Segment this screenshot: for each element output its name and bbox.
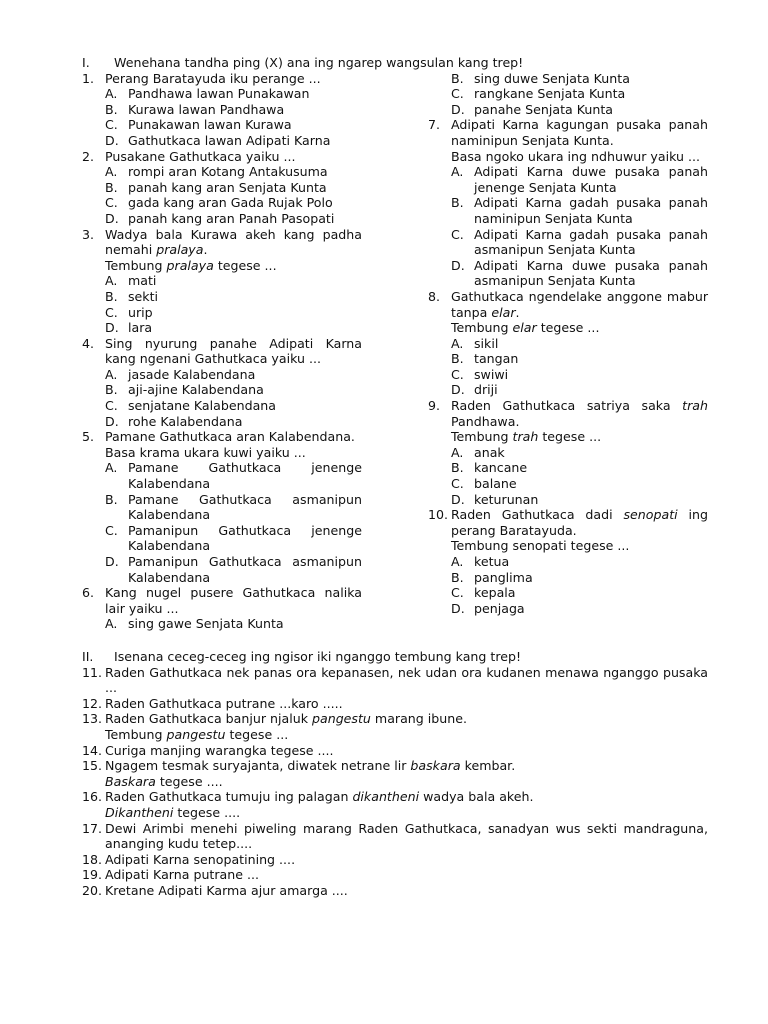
option-letter: D. [451, 257, 465, 273]
question-line [451, 538, 708, 554]
question-9 [428, 398, 708, 507]
option-text: swiwi [474, 366, 509, 382]
option-letter: B. [105, 491, 118, 507]
text-run: Pamane Gathutkaca aran Kalabendana. [105, 429, 355, 445]
fill-in-item-19 [82, 867, 708, 883]
option-text: ketua [474, 554, 510, 569]
question-line [451, 117, 708, 148]
question-number: 9. [428, 398, 441, 414]
option-letter: A. [451, 444, 464, 460]
question-text [105, 336, 362, 367]
answer-option [451, 554, 708, 570]
question-line [105, 585, 362, 616]
question-line [105, 336, 362, 367]
option-letter: B. [451, 351, 464, 367]
question-text [105, 227, 362, 274]
option-text: Pamanipun Gathutkaca jenenge Kalabendana [128, 522, 362, 554]
option-letter: C. [451, 366, 464, 382]
option-letter: C. [451, 585, 464, 601]
question-text [451, 398, 708, 445]
option-text: rohe Kalabendana [128, 413, 243, 429]
text-run: Adipati Karna kagungan pusaka panah naminipun Senjata Kunta. [451, 117, 708, 148]
text-run: Kang nugel pusere Gathutkaca nalika lair yaiku ... [105, 585, 362, 616]
text-run: Tembung senopati tegese ... [451, 538, 630, 554]
answer-option [451, 195, 708, 226]
item-number: 13. [82, 711, 103, 727]
fill-in-item-12 [82, 696, 708, 712]
option-letter: B. [105, 288, 118, 304]
question-line [451, 320, 708, 336]
left-column [82, 71, 362, 632]
answer-option [451, 351, 708, 367]
option-letter: B. [105, 179, 118, 195]
section-2-instruction: Isenana ceceg-ceceg ing ngisor iki nganggo tembung kang trep! [114, 648, 522, 664]
italic-term: elar [491, 304, 516, 320]
question-number: 3. [82, 226, 95, 242]
answer-option [451, 460, 708, 476]
option-letter: A. [105, 273, 118, 289]
answer-option [451, 336, 708, 352]
option-letter: C. [451, 86, 464, 102]
option-letter: C. [105, 304, 118, 320]
option-letter: B. [105, 101, 118, 117]
text-run: . [203, 242, 208, 258]
text-run: Basa ngoko ukara ing ndhuwur yaiku ... [451, 148, 700, 164]
text-run: tegese ... [213, 257, 277, 273]
option-letter: D. [105, 210, 119, 226]
text-run: tegese ... [536, 320, 600, 336]
question-line [105, 227, 362, 258]
answer-option [451, 258, 708, 289]
answer-option [105, 492, 362, 523]
option-text: urip [128, 304, 153, 320]
italic-term: pralaya [166, 257, 214, 273]
answer-option [105, 523, 362, 554]
text-run: Raden Gathutkaca dadi [451, 507, 624, 523]
text-run: tegese ... [225, 726, 289, 742]
option-text: aji-ajine Kalabendana [128, 382, 264, 398]
section-1-instruction: Wenehana tandha ping (X) ana ing ngarep wangsulan kang trep! [114, 55, 524, 70]
text-run: Gathutkaca ngendelake anggone mabur tanpa [451, 288, 708, 320]
text-run: Curiga manjing warangka tegese .... [105, 742, 334, 758]
option-letter: D. [451, 600, 465, 616]
option-text: Gathutkaca lawan Adipati Karna [128, 132, 331, 148]
item-number: 20. [82, 882, 103, 898]
right-column [428, 71, 708, 632]
question-number: 10. [428, 507, 449, 523]
option-text: tangan [474, 351, 519, 367]
question-number: 4. [82, 335, 95, 351]
item-line [105, 789, 708, 805]
answer-option [451, 585, 708, 601]
answer-option [105, 211, 362, 227]
option-text: Adipati Karna gadah pusaka panah asmanipun Senjata Kunta [474, 226, 708, 258]
option-letter: D. [451, 382, 465, 398]
option-letter: D. [451, 101, 465, 117]
italic-term: trah [512, 429, 539, 445]
text-run: Wadya bala Kurawa akeh kang padha nemahi [105, 226, 362, 258]
question-text [105, 71, 362, 87]
answer-option [451, 227, 708, 258]
option-letter: B. [451, 195, 464, 211]
worksheet [82, 55, 708, 898]
text-run: Kretane Adipati Karma ajur amarga .... [105, 882, 348, 898]
text-run: tegese .... [155, 773, 223, 789]
option-text: jasade Kalabendana [128, 366, 256, 382]
item-line [105, 711, 708, 727]
item-line [105, 758, 708, 774]
answer-option [451, 476, 708, 492]
fill-in-item-18 [82, 852, 708, 868]
question-4 [82, 336, 362, 430]
question-line [451, 149, 708, 165]
answer-option [105, 460, 362, 491]
fill-in-item-16 [82, 789, 708, 820]
question-8 [428, 289, 708, 398]
option-text: senjatane Kalabendana [128, 398, 277, 414]
option-text: rompi aran Kotang Antakusuma [128, 164, 328, 180]
answer-option [105, 164, 362, 180]
option-letter: A. [105, 616, 118, 632]
answer-option [451, 492, 708, 508]
question-text [451, 507, 708, 554]
answer-option [105, 133, 362, 149]
answer-option [451, 382, 708, 398]
section-2-heading [82, 649, 708, 665]
option-text: Kurawa lawan Pandhawa [128, 101, 285, 117]
option-text: sikil [474, 335, 499, 351]
answer-option [105, 289, 362, 305]
text-run: Raden Gathutkaca satriya saka [451, 398, 683, 414]
option-text: sekti [128, 288, 159, 304]
option-letter: A. [105, 86, 118, 102]
fill-in-item-20 [82, 883, 708, 899]
item-number: 19. [82, 867, 103, 883]
option-text: mati [128, 273, 157, 289]
section-1-heading [82, 55, 708, 71]
text-run: Pandhawa. [451, 413, 520, 429]
text-run: Raden Gathutkaca nek panas ora kepanasen, nek udan ora kudanen menawa nganggo pusaka ... [105, 664, 708, 696]
question-line [105, 149, 362, 165]
answer-option [105, 616, 362, 632]
question-line [105, 258, 362, 274]
fill-in-item-11 [82, 665, 708, 696]
option-text: Adipati Karna gadah pusaka panah naminipun Senjata Kunta [474, 195, 708, 226]
text-run: ing perang Baratayuda. [451, 507, 709, 538]
question-line [451, 507, 708, 538]
answer-option [451, 445, 708, 461]
text-run: tegese .... [173, 804, 241, 820]
option-text: Punakawan lawan Kurawa [128, 117, 292, 133]
question-6-continued [428, 71, 708, 118]
answer-option [105, 102, 362, 118]
item-number: 14. [82, 742, 103, 758]
text-run: . [515, 304, 520, 320]
text-run: Tembung [105, 726, 167, 742]
question-number: 6. [82, 585, 95, 601]
item-number: 17. [82, 820, 103, 836]
option-letter: B. [105, 382, 118, 398]
italic-term: Dikantheni [105, 804, 174, 820]
question-text [105, 585, 362, 616]
item-line [105, 696, 708, 712]
option-letter: B. [451, 460, 464, 476]
question-1 [82, 71, 362, 149]
item-line [105, 665, 708, 696]
text-run: Adipati Karna senopatining .... [105, 851, 296, 867]
section-2 [82, 649, 708, 899]
option-text: panahe Senjata Kunta [474, 101, 613, 117]
question-number: 7. [428, 117, 441, 133]
italic-term: elar [512, 320, 537, 336]
text-run: Tembung [451, 320, 513, 336]
option-letter: A. [451, 164, 464, 180]
option-text: panah kang aran Panah Pasopati [128, 210, 335, 226]
question-10 [428, 507, 708, 616]
option-letter: C. [451, 226, 464, 242]
option-text: balane [474, 476, 517, 492]
option-text: kepala [474, 585, 516, 601]
option-letter: D. [451, 491, 465, 507]
option-text: sing gawe Senjata Kunta [128, 616, 284, 632]
question-text [451, 117, 708, 164]
item-line [105, 805, 708, 821]
answer-option [105, 554, 362, 585]
answer-option [105, 195, 362, 211]
option-text: panglima [474, 569, 533, 585]
answer-option [451, 71, 708, 87]
option-letter: D. [105, 554, 119, 569]
answer-option [451, 570, 708, 586]
option-letter: C. [105, 398, 118, 414]
item-line [105, 852, 708, 868]
option-text: panah kang aran Senjata Kunta [128, 179, 327, 195]
italic-term: pralaya [156, 242, 204, 258]
answer-option [451, 86, 708, 102]
text-run: Raden Gathutkaca tumuju ing palagan [105, 789, 353, 805]
item-line [105, 821, 708, 852]
fill-in-item-17 [82, 821, 708, 852]
question-text [105, 429, 362, 460]
item-number: 11. [82, 664, 103, 680]
text-run: marang ibune. [370, 711, 467, 727]
question-line [451, 429, 708, 445]
italic-term: dikantheni [352, 789, 420, 805]
italic-term: pangestu [312, 711, 371, 727]
answer-option [451, 367, 708, 383]
question-6 [82, 585, 362, 632]
option-text: Adipati Karna duwe pusaka panah asmanipun Senjata Kunta [474, 257, 708, 289]
answer-option [105, 414, 362, 430]
section-2-numeral: II. [82, 648, 94, 664]
option-letter: A. [451, 335, 464, 351]
item-line [105, 883, 708, 899]
answer-option [105, 117, 362, 133]
option-text: penjaga [474, 600, 525, 616]
question-2 [82, 149, 362, 227]
text-run: Perang Baratayuda iku perange ... [105, 70, 321, 86]
question-number: 1. [82, 70, 95, 86]
option-text: Adipati Karna duwe pusaka panah jenenge Senjata Kunta [474, 164, 708, 195]
option-letter: C. [451, 476, 464, 492]
italic-term: baskara [410, 758, 461, 774]
option-letter: A. [105, 164, 118, 180]
answer-option [105, 398, 362, 414]
item-line [105, 867, 708, 883]
question-line [105, 445, 362, 461]
text-run: tegese ... [538, 429, 602, 445]
italic-term: senopati [623, 507, 678, 523]
text-run: Raden Gathutkaca banjur njaluk [105, 711, 312, 727]
option-letter: B. [451, 70, 464, 86]
option-letter: D. [105, 132, 119, 148]
section-2-items [82, 665, 708, 899]
text-run: Basa krama ukara kuwi yaiku ... [105, 444, 306, 460]
answer-option [105, 367, 362, 383]
option-letter: C. [105, 522, 118, 538]
option-text: keturunan [474, 491, 539, 507]
text-run: Dewi Arimbi menehi piweling marang Raden Gathutkaca, sanadyan wus sekti mandraguna, ananging kudu tetep.... [105, 820, 708, 852]
item-number: 12. [82, 695, 103, 711]
item-number: 18. [82, 851, 103, 867]
question-3 [82, 227, 362, 336]
question-text [105, 149, 362, 165]
section-1-columns [82, 71, 708, 632]
section-1-numeral: I. [82, 55, 90, 70]
option-letter: C. [105, 117, 118, 133]
text-run: kembar. [460, 758, 516, 774]
answer-option [451, 102, 708, 118]
option-letter: A. [105, 460, 118, 476]
answer-option [451, 164, 708, 195]
option-text: gada kang aran Gada Rujak Polo [128, 195, 333, 211]
question-number: 5. [82, 429, 95, 445]
text-run: Sing nyurung panahe Adipati Karna kang ngenani Gathutkaca yaiku ... [105, 335, 362, 367]
item-number: 15. [82, 758, 103, 774]
question-line [105, 71, 362, 87]
item-line [105, 774, 708, 790]
item-number: 16. [82, 789, 103, 805]
fill-in-item-13 [82, 711, 708, 742]
option-text: Pandhawa lawan Punakawan [128, 86, 310, 102]
question-number: 2. [82, 148, 95, 164]
option-text: Pamane Gathutkaca jenenge Kalabendana [128, 460, 362, 492]
question-line [105, 429, 362, 445]
text-run: Tembung [105, 257, 167, 273]
answer-option [105, 305, 362, 321]
text-run: Ngagem tesmak suryajanta, diwatek netrane lir [105, 758, 411, 774]
question-line [451, 289, 708, 320]
option-text: sing duwe Senjata Kunta [474, 70, 630, 86]
question-number: 8. [428, 288, 441, 304]
option-letter: B. [451, 569, 464, 585]
italic-term: pangestu [166, 726, 226, 742]
answer-option [105, 320, 362, 336]
text-run: wadya bala akeh. [419, 789, 534, 805]
answer-option [105, 86, 362, 102]
text-run: Raden Gathutkaca putrane ...karo ..... [105, 695, 343, 711]
text-run: Tembung [451, 429, 513, 445]
answer-option [105, 382, 362, 398]
option-letter: C. [105, 195, 118, 211]
question-5 [82, 429, 362, 585]
item-line [105, 743, 708, 759]
text-run: Adipati Karna putrane ... [105, 867, 260, 883]
fill-in-item-15 [82, 758, 708, 789]
option-letter: D. [105, 413, 119, 429]
italic-term: trah [682, 398, 708, 414]
answer-option [105, 180, 362, 196]
item-line [105, 727, 708, 743]
option-letter: A. [451, 554, 464, 569]
text-run: Pusakane Gathutkaca yaiku ... [105, 148, 296, 164]
question-7 [428, 117, 708, 289]
italic-term: Baskara [105, 773, 156, 789]
option-text: Pamane Gathutkaca asmanipun Kalabendana [128, 491, 362, 523]
question-line [451, 398, 708, 429]
answer-option [105, 273, 362, 289]
question-text [451, 289, 708, 336]
answer-option [451, 601, 708, 617]
option-text: Pamanipun Gathutkaca asmanipun Kalabendana [128, 554, 362, 585]
option-text: lara [128, 320, 153, 336]
option-text: rangkane Senjata Kunta [474, 86, 626, 102]
option-text: driji [474, 382, 498, 398]
option-letter: D. [105, 320, 119, 336]
option-text: anak [474, 444, 505, 460]
fill-in-item-14 [82, 743, 708, 759]
option-text: kancane [474, 460, 528, 476]
option-letter: A. [105, 366, 118, 382]
